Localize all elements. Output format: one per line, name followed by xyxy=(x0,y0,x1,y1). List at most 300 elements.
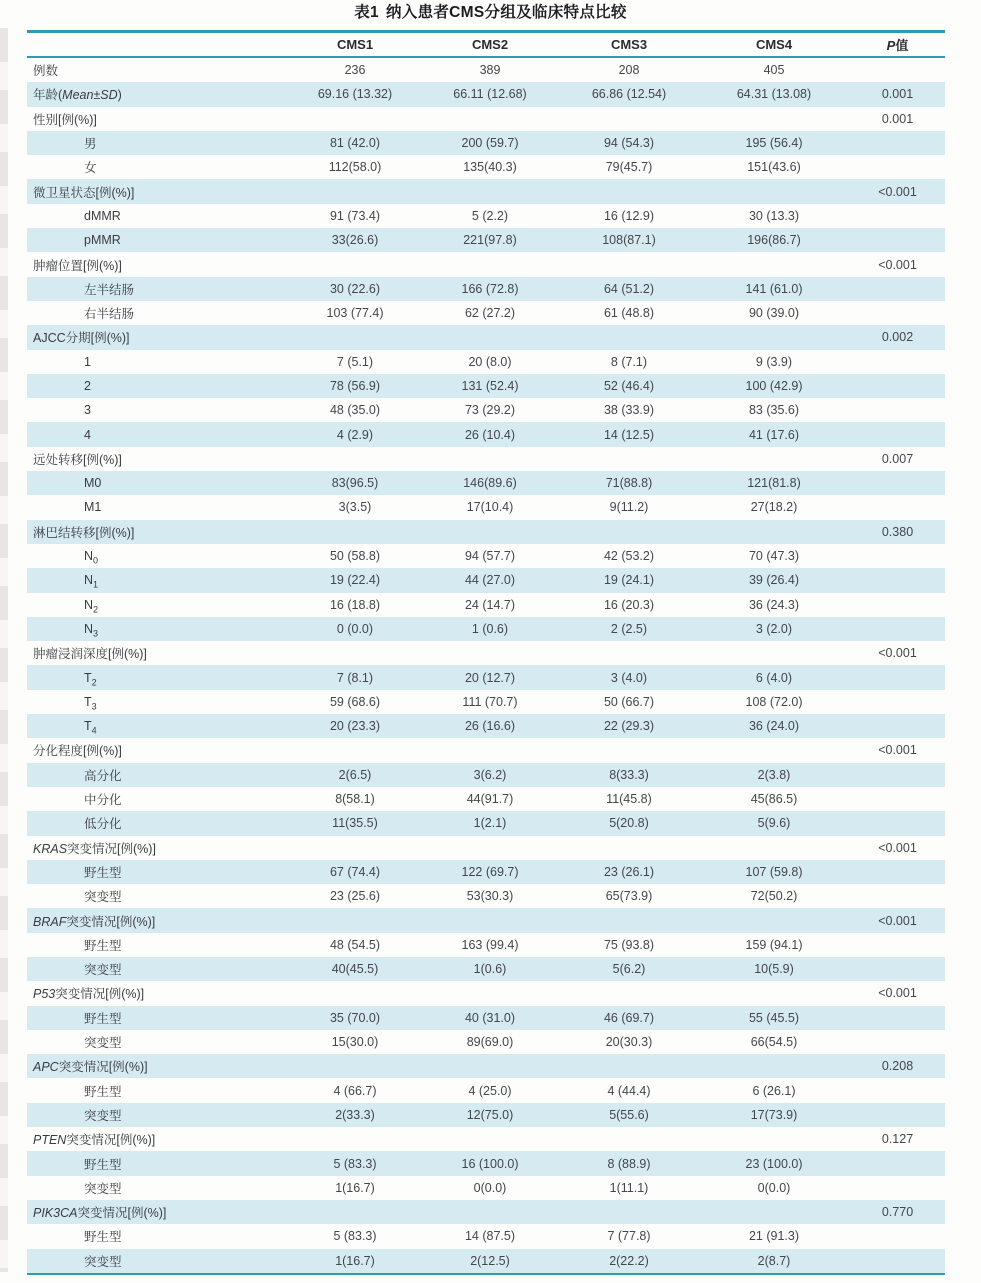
column-header-pvalue xyxy=(850,32,945,58)
cell-cms3 xyxy=(560,641,698,665)
cell-cms4 xyxy=(698,1127,850,1151)
cell-cms3 xyxy=(560,447,698,471)
cell-cms2: 94 (57.7) xyxy=(464,549,516,564)
cell-cms2: 122 (69.7) xyxy=(420,860,560,884)
table-row xyxy=(27,325,945,349)
table-header xyxy=(27,32,945,58)
table-row xyxy=(27,228,945,252)
cell-pvalue xyxy=(850,228,945,252)
row-label: 突变型 xyxy=(84,1036,122,1051)
cell-cms2: 20 (12.7) xyxy=(420,665,560,689)
row-label: 突变型 xyxy=(84,890,122,905)
cell-pvalue xyxy=(850,1078,945,1102)
cell-cms4 xyxy=(698,325,850,349)
table-row xyxy=(27,179,945,203)
cell-cms2: 1(2.1) xyxy=(420,811,560,835)
row-label: $N_0$ xyxy=(84,549,99,566)
table-row xyxy=(27,714,945,738)
cell-cms2: 62 (27.2) xyxy=(464,306,516,321)
cell-pvalue: <0.001 xyxy=(878,257,917,272)
cell-cms2: 20 (8.0) xyxy=(468,354,512,369)
cell-cms2 xyxy=(420,1054,560,1078)
cell-cms4 xyxy=(698,520,850,544)
cell-cms2: 166 (72.8) xyxy=(420,277,560,301)
cell-cms3: 2(22.2) xyxy=(560,1249,698,1274)
row-label: 突变型 xyxy=(84,1181,122,1196)
cell-cms3: 20(30.3) xyxy=(605,1035,653,1050)
row-label: BRAF突变情况[例(%)] xyxy=(27,908,290,932)
row-label: dMMR xyxy=(84,208,121,223)
column-header-cms4: CMS4 xyxy=(698,32,850,58)
table-row xyxy=(27,1200,945,1224)
cell-cms2 xyxy=(420,981,560,1005)
row-label: M1 xyxy=(84,500,102,515)
cell-cms1: 19 (22.4) xyxy=(290,568,420,592)
row-label: 中分化 xyxy=(84,793,122,808)
cell-pvalue xyxy=(850,277,945,301)
cell-cms4: 0(0.0) xyxy=(757,1180,791,1195)
row-label: PTEN突变情况[例(%)] xyxy=(33,1133,156,1148)
cell-cms1: 8(58.1) xyxy=(335,792,375,807)
row-label: 左半结肠 xyxy=(27,277,290,301)
cell-cms2 xyxy=(420,908,560,932)
cell-cms1 xyxy=(290,252,420,276)
cell-cms3 xyxy=(560,107,698,131)
cell-cms4: 36 (24.3) xyxy=(748,597,800,612)
cell-cms4: 6 (4.0) xyxy=(698,665,850,689)
cell-pvalue xyxy=(850,593,945,617)
table-row xyxy=(27,1030,945,1054)
cell-cms1 xyxy=(290,520,420,544)
cell-cms1: 103 (77.4) xyxy=(326,306,384,321)
cell-pvalue: <0.001 xyxy=(850,908,945,932)
table-row xyxy=(27,520,945,544)
cell-cms3 xyxy=(560,520,698,544)
cell-cms4: 100 (42.9) xyxy=(698,374,850,398)
row-label: $N_1$ xyxy=(27,568,290,592)
p-rest: 值 xyxy=(895,38,909,53)
cell-cms4: 27(18.2) xyxy=(750,500,798,515)
cell-cms1: 236 xyxy=(344,63,366,78)
cell-cms2 xyxy=(420,641,560,665)
row-label: 突变型 xyxy=(27,1103,290,1127)
table-row xyxy=(27,933,945,957)
cell-pvalue xyxy=(850,1249,945,1274)
row-label: $N_2$ xyxy=(84,597,99,615)
cell-cms1 xyxy=(290,1200,420,1224)
cell-cms2: 111 (70.7) xyxy=(462,694,518,709)
table-row xyxy=(27,981,945,1005)
cell-pvalue xyxy=(850,787,945,811)
cell-cms3: 14 (12.5) xyxy=(560,422,698,446)
cell-pvalue: 0.770 xyxy=(850,1200,945,1224)
cell-pvalue xyxy=(850,155,945,179)
cell-cms2: 1(0.6) xyxy=(420,957,560,981)
table-row xyxy=(27,447,945,471)
cell-cms3: 16 (20.3) xyxy=(603,597,655,612)
cell-cms1: 78 (56.9) xyxy=(290,374,420,398)
cell-cms1: 40(45.5) xyxy=(290,957,420,981)
cell-pvalue xyxy=(850,1151,945,1175)
row-label: $T_3$ xyxy=(84,694,97,712)
table-row xyxy=(27,811,945,835)
cell-pvalue xyxy=(850,204,945,228)
column-header-rowlabel xyxy=(27,32,290,58)
cell-cms1 xyxy=(290,107,420,131)
cell-cms3 xyxy=(560,908,698,932)
cell-cms3: 8 (7.1) xyxy=(610,354,648,369)
table-row xyxy=(27,422,945,446)
table-row xyxy=(27,398,945,422)
cell-cms3: 22 (29.3) xyxy=(560,714,698,738)
cell-cms1 xyxy=(290,738,420,762)
row-label: 野生型 xyxy=(27,1006,290,1030)
cell-pvalue: 0.208 xyxy=(850,1054,945,1078)
cell-cms3 xyxy=(560,1054,698,1078)
cell-cms4: 17(73.9) xyxy=(698,1103,850,1127)
cell-cms3: 42 (53.2) xyxy=(603,549,655,564)
cell-cms4: 6 (26.1) xyxy=(752,1083,796,1098)
cell-cms3: 11(45.8) xyxy=(606,792,652,807)
table-row xyxy=(27,1054,945,1078)
table-row xyxy=(27,1127,945,1151)
cell-cms4: 151(43.6) xyxy=(747,160,801,175)
row-label: 淋巴结转移[例(%)] xyxy=(27,520,290,544)
cell-cms4: 83 (35.6) xyxy=(748,403,800,418)
table-title-text: 纳入患者CMS分组及临床特点比较 xyxy=(385,4,627,21)
cell-cms4 xyxy=(698,1200,850,1224)
table-row xyxy=(27,1103,945,1127)
cell-cms4: 121(81.8) xyxy=(698,471,850,495)
cell-cms1 xyxy=(290,908,420,932)
cell-pvalue xyxy=(850,422,945,446)
cell-cms1: 50 (58.8) xyxy=(329,549,381,564)
cell-cms3: 4 (44.4) xyxy=(607,1083,651,1098)
table-row xyxy=(27,641,945,665)
table-row xyxy=(27,131,945,155)
cell-cms3: 50 (66.7) xyxy=(603,694,655,709)
cell-pvalue: <0.001 xyxy=(878,840,917,855)
cell-pvalue: 0.007 xyxy=(881,451,914,466)
table-row xyxy=(27,763,945,787)
cell-pvalue xyxy=(850,665,945,689)
row-label: 肿瘤浸润深度[例(%)] xyxy=(33,647,147,662)
cell-cms2: 89(69.0) xyxy=(466,1035,514,1050)
cell-pvalue: <0.001 xyxy=(878,986,917,1001)
table-row xyxy=(27,690,945,714)
cell-cms2: 53(30.3) xyxy=(466,889,514,904)
cell-cms1: 2(6.5) xyxy=(290,763,420,787)
cell-cms2: 26 (10.4) xyxy=(420,422,560,446)
cell-cms1 xyxy=(290,1127,420,1151)
column-header-cms2: CMS2 xyxy=(420,32,560,58)
cell-pvalue xyxy=(850,1103,945,1127)
cell-pvalue xyxy=(850,350,945,374)
p-italic: P xyxy=(886,38,896,53)
cell-cms1: 67 (74.4) xyxy=(290,860,420,884)
row-label: 右半结肠 xyxy=(84,307,135,322)
table-row xyxy=(27,57,945,82)
cell-cms4 xyxy=(698,1054,850,1078)
row-label: P53突变情况[例(%)] xyxy=(33,987,145,1002)
cell-cms4: 108 (72.0) xyxy=(745,694,803,709)
cell-cms2 xyxy=(420,1127,560,1151)
cell-cms4: 2(8.7) xyxy=(698,1249,850,1274)
cell-cms1: 23 (25.6) xyxy=(329,889,381,904)
cell-cms3 xyxy=(560,981,698,1005)
cell-cms3: 108(87.1) xyxy=(560,228,698,252)
cell-cms4 xyxy=(698,981,850,1005)
cell-cms2: 135(40.3) xyxy=(463,160,517,175)
cell-cms1: 81 (42.0) xyxy=(290,131,420,155)
row-label: 野生型 xyxy=(27,860,290,884)
cell-cms3 xyxy=(560,836,698,860)
cell-cms2: 131 (52.4) xyxy=(420,374,560,398)
cell-pvalue xyxy=(850,1030,945,1054)
table-row xyxy=(27,884,945,908)
cell-cms1: 35 (70.0) xyxy=(290,1006,420,1030)
table-row xyxy=(27,471,945,495)
cell-cms2: 12(75.0) xyxy=(420,1103,560,1127)
cell-cms3: 61 (48.8) xyxy=(603,306,655,321)
cell-cms3: 52 (46.4) xyxy=(560,374,698,398)
table-row xyxy=(27,593,945,617)
cell-cms4: 195 (56.4) xyxy=(698,131,850,155)
row-label: AJCC分期[例(%)] xyxy=(27,325,290,349)
table-row xyxy=(27,1176,945,1200)
row-label: 年龄(Mean±SD) xyxy=(27,82,290,106)
cell-cms4 xyxy=(698,107,850,131)
cell-cms2 xyxy=(420,738,560,762)
cell-cms2: 0(0.0) xyxy=(473,1180,507,1195)
row-label: 低分化 xyxy=(27,811,290,835)
row-label: 男 xyxy=(27,131,290,155)
cell-cms2 xyxy=(420,520,560,544)
cell-cms3: 8 (88.9) xyxy=(560,1151,698,1175)
cell-cms1: 5 (83.3) xyxy=(290,1151,420,1175)
table-row xyxy=(27,787,945,811)
cell-cms4: 10(5.9) xyxy=(698,957,850,981)
cell-pvalue xyxy=(850,301,945,325)
column-header-cms3: CMS3 xyxy=(560,32,698,58)
table-row xyxy=(27,252,945,276)
cell-cms4: 23 (100.0) xyxy=(698,1151,850,1175)
cell-cms1 xyxy=(290,325,420,349)
cell-cms2: 40 (31.0) xyxy=(420,1006,560,1030)
cell-cms4 xyxy=(698,908,850,932)
cell-pvalue: 0.380 xyxy=(850,520,945,544)
cell-cms3: 38 (33.9) xyxy=(603,403,655,418)
cell-cms3: 3 (4.0) xyxy=(560,665,698,689)
cell-cms2: 66.11 (12.68) xyxy=(420,82,560,106)
cell-cms4 xyxy=(698,738,850,762)
cell-cms2: 2(12.5) xyxy=(420,1249,560,1274)
cell-pvalue xyxy=(850,763,945,787)
cell-pvalue xyxy=(850,131,945,155)
cell-cms4: 39 (26.4) xyxy=(698,568,850,592)
cell-cms3: 23 (26.1) xyxy=(560,860,698,884)
cell-cms4: 107 (59.8) xyxy=(698,860,850,884)
cell-cms3: 75 (93.8) xyxy=(603,937,655,952)
cell-pvalue xyxy=(850,374,945,398)
cell-pvalue: 0.127 xyxy=(881,1132,914,1147)
table-row xyxy=(27,82,945,106)
table-row xyxy=(27,544,945,568)
table-row xyxy=(27,617,945,641)
cell-pvalue: <0.001 xyxy=(878,743,917,758)
row-label: 野生型 xyxy=(84,1230,122,1245)
table-body xyxy=(27,57,945,1274)
cell-cms4: 55 (45.5) xyxy=(698,1006,850,1030)
row-label: 高分化 xyxy=(27,763,290,787)
cell-pvalue: <0.001 xyxy=(850,179,945,203)
row-label: $T_2$ xyxy=(27,665,290,689)
cell-cms3: 65(73.9) xyxy=(605,889,653,904)
table-row xyxy=(27,836,945,860)
cell-cms3: 66.86 (12.54) xyxy=(560,82,698,106)
table-row xyxy=(27,1249,945,1274)
cell-pvalue xyxy=(850,884,945,908)
table-row xyxy=(27,495,945,519)
table-row xyxy=(27,738,945,762)
cell-cms2: 24 (14.7) xyxy=(464,597,516,612)
cell-cms1: 16 (18.8) xyxy=(329,597,381,612)
row-label: 例数 xyxy=(33,64,59,79)
cell-cms1: 7 (8.1) xyxy=(290,665,420,689)
cell-cms2 xyxy=(420,325,560,349)
table-row xyxy=(27,374,945,398)
cell-cms2: 26 (16.6) xyxy=(420,714,560,738)
cms-comparison-table xyxy=(27,30,945,1275)
cell-cms4: 30 (13.3) xyxy=(748,208,800,223)
row-label: M0 xyxy=(27,471,290,495)
cell-cms3: 8(33.3) xyxy=(560,763,698,787)
cell-cms3: 79(45.7) xyxy=(605,160,653,175)
row-label: 2 xyxy=(27,374,290,398)
cell-pvalue: 0.002 xyxy=(850,325,945,349)
cell-cms3 xyxy=(560,325,698,349)
cell-pvalue xyxy=(850,544,945,568)
row-label: 性别[例(%)] xyxy=(33,112,97,127)
row-label: 微卫星状态[例(%)] xyxy=(27,179,290,203)
cell-cms1: 1(16.7) xyxy=(290,1249,420,1274)
clinical-characteristics-table xyxy=(27,30,945,1275)
cell-cms1 xyxy=(290,981,420,1005)
cell-cms4: 66(54.5) xyxy=(750,1035,798,1050)
cell-cms4: 64.31 (13.08) xyxy=(698,82,850,106)
cell-cms3: 16 (12.9) xyxy=(603,208,655,223)
cell-cms2 xyxy=(420,252,560,276)
row-label: PIK3CA突变情况[例(%)] xyxy=(27,1200,290,1224)
row-label: 突变型 xyxy=(27,957,290,981)
cell-cms1: 4 (2.9) xyxy=(290,422,420,446)
cell-cms1: 0 (0.0) xyxy=(290,617,420,641)
cell-cms2 xyxy=(420,107,560,131)
row-label: pMMR xyxy=(27,228,290,252)
cell-cms1: 3(3.5) xyxy=(338,500,372,515)
table-row xyxy=(27,1078,945,1102)
cell-cms2 xyxy=(420,179,560,203)
cell-cms3 xyxy=(560,738,698,762)
table-row xyxy=(27,107,945,131)
cell-cms2: 44(91.7) xyxy=(466,792,514,807)
cell-cms3: 5(20.8) xyxy=(560,811,698,835)
cell-cms3: 1(11.1) xyxy=(609,1180,649,1195)
row-label: 突变型 xyxy=(27,1249,290,1274)
cell-cms1: 33(26.6) xyxy=(290,228,420,252)
cell-cms2: 5 (2.2) xyxy=(471,208,509,223)
cell-cms4: 5(9.6) xyxy=(698,811,850,835)
row-label: 3 xyxy=(84,403,91,418)
cell-pvalue xyxy=(850,933,945,957)
cell-cms1: 48 (54.5) xyxy=(329,937,381,952)
cell-cms1: 112(58.0) xyxy=(328,160,382,175)
cell-cms3: 19 (24.1) xyxy=(560,568,698,592)
cell-cms1 xyxy=(290,836,420,860)
table-row xyxy=(27,1006,945,1030)
cell-cms1: 5 (83.3) xyxy=(333,1229,377,1244)
cell-cms2: 16 (100.0) xyxy=(420,1151,560,1175)
cell-pvalue xyxy=(850,495,945,519)
cell-cms4: 90 (39.0) xyxy=(748,306,800,321)
row-label: 分化程度[例(%)] xyxy=(33,744,122,759)
cell-cms1: 1(16.7) xyxy=(335,1180,375,1195)
cell-pvalue xyxy=(850,860,945,884)
cell-cms4 xyxy=(698,252,850,276)
cell-cms3 xyxy=(560,1127,698,1151)
cell-cms4 xyxy=(698,836,850,860)
cell-cms4: 196(86.7) xyxy=(698,228,850,252)
cell-pvalue xyxy=(850,1176,945,1200)
cell-cms2 xyxy=(420,1200,560,1224)
cell-pvalue xyxy=(850,714,945,738)
row-label: 1 xyxy=(84,354,91,369)
cell-cms1: 30 (22.6) xyxy=(290,277,420,301)
cell-cms4: 9 (3.9) xyxy=(755,354,793,369)
cell-cms1: 2(33.3) xyxy=(290,1103,420,1127)
table-title xyxy=(0,0,981,30)
cell-cms1: 4 (66.7) xyxy=(333,1083,377,1098)
cell-cms3 xyxy=(560,252,698,276)
cell-cms2: 4 (25.0) xyxy=(468,1083,512,1098)
cell-cms2: 163 (99.4) xyxy=(461,937,519,952)
cell-cms1 xyxy=(290,1054,420,1078)
cell-cms4: 41 (17.6) xyxy=(698,422,850,446)
cell-cms1: 83(96.5) xyxy=(290,471,420,495)
cell-pvalue: <0.001 xyxy=(878,646,917,661)
cell-cms1 xyxy=(290,179,420,203)
cell-cms4: 3 (2.0) xyxy=(698,617,850,641)
cell-cms1: 69.16 (13.32) xyxy=(290,82,420,106)
cell-cms4: 21 (91.3) xyxy=(748,1229,800,1244)
cell-cms3: 94 (54.3) xyxy=(560,131,698,155)
cell-cms4: 70 (47.3) xyxy=(748,549,800,564)
cell-pvalue: 0.001 xyxy=(881,111,914,126)
cell-cms2: 44 (27.0) xyxy=(420,568,560,592)
cell-pvalue: 0.001 xyxy=(850,82,945,106)
cell-cms1: 48 (35.0) xyxy=(329,403,381,418)
cell-cms4: 2(3.8) xyxy=(698,763,850,787)
cell-cms2: 17(10.4) xyxy=(466,500,514,515)
cell-cms3: 7 (77.8) xyxy=(607,1229,651,1244)
cell-pvalue xyxy=(850,471,945,495)
row-label: 野生型 xyxy=(84,938,122,953)
cell-pvalue xyxy=(850,57,945,82)
row-label: 肿瘤位置[例(%)] xyxy=(33,258,122,273)
cell-cms3: 2 (2.5) xyxy=(560,617,698,641)
cell-pvalue xyxy=(850,811,945,835)
cell-cms2 xyxy=(420,447,560,471)
